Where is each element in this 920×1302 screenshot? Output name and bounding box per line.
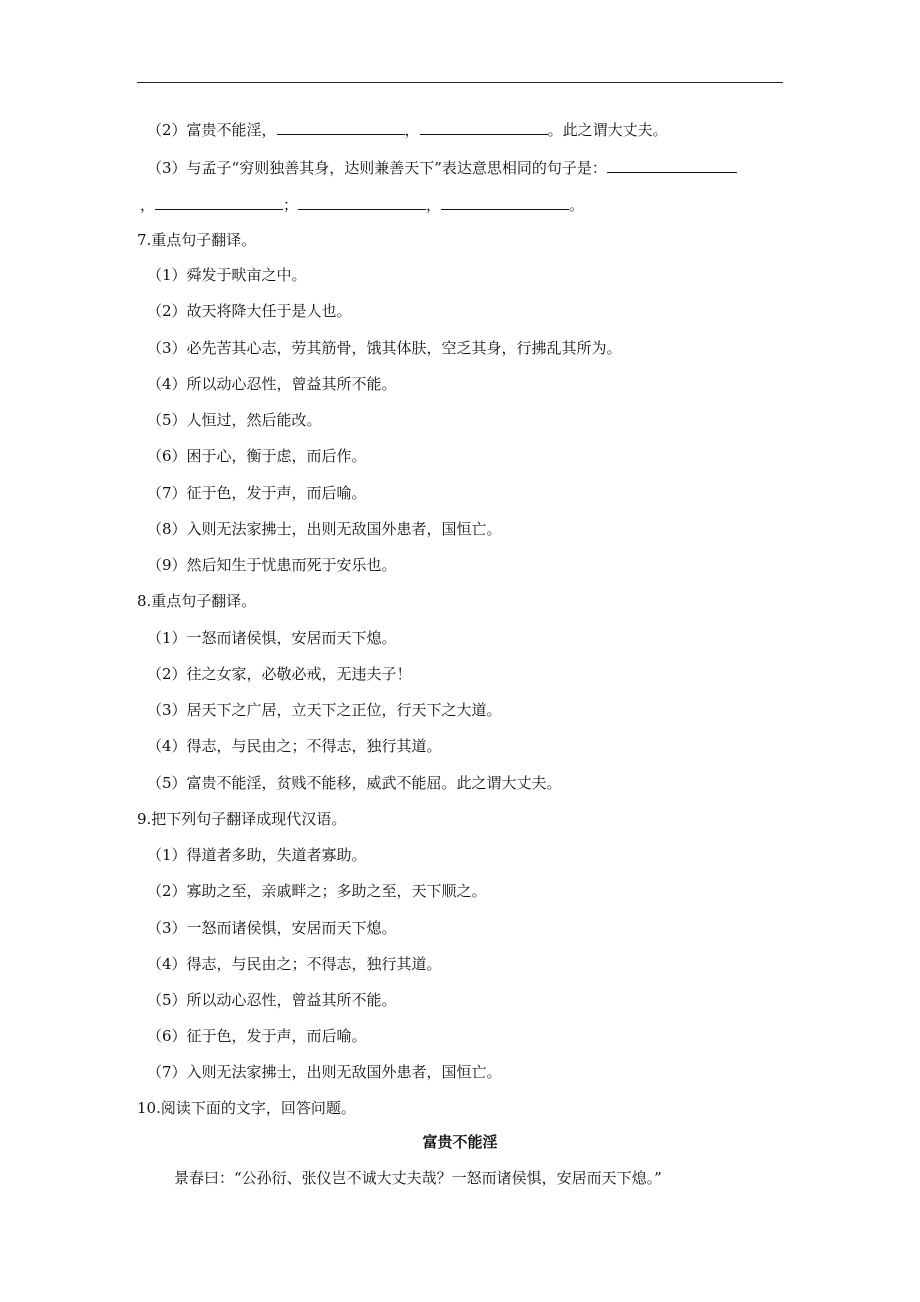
fill-item-2-sep: ， (404, 121, 420, 139)
header-rule (137, 82, 783, 83)
q9-heading: 9.把下列句子翻译成现代汉语。 (137, 810, 347, 828)
q8-item: （2）往之女家，必敬必戒，无违夫子！ (147, 665, 412, 683)
q8-item: （5）富贵不能淫，贫贱不能移，威武不能屈。此之谓大丈夫。 (147, 774, 562, 792)
fill-item-3 (147, 157, 797, 179)
q7-item: （7）征于色，发于声，而后喻。 (147, 484, 367, 502)
blank[interactable] (277, 120, 405, 135)
q9-item: （3）一怒而诸侯惧，安居而天下熄。 (147, 919, 397, 937)
fill-item-2 (147, 119, 797, 141)
q7-item: （6）困于心，衡于虑，而后作。 (147, 447, 367, 465)
q7-item: （5）人恒过，然后能改。 (147, 411, 322, 429)
fill-item-2-suffix: 。此之谓大丈夫。 (547, 121, 668, 139)
q9-item: （7）入则无法家拂士，出则无敌国外患者，国恒亡。 (147, 1063, 502, 1081)
q9-item: （5）所以动心忍性，曾益其所不能。 (147, 991, 397, 1009)
fill-item-3-continued (140, 194, 790, 216)
q8-heading: 8.重点句子翻译。 (137, 592, 257, 610)
q8-item: （3）居天下之广居，立天下之正位，行天下之大道。 (147, 701, 502, 719)
separator: 。 (569, 196, 585, 214)
q9-item: （1）得道者多助，失道者寡助。 (147, 846, 367, 864)
fill-item-2-prefix: （2）富贵不能淫， (147, 121, 277, 139)
separator: ， (426, 196, 442, 214)
blank[interactable] (441, 195, 569, 210)
q8-item: （4）得志，与民由之；不得志，独行其道。 (147, 737, 442, 755)
separator: ， (140, 196, 156, 214)
q7-item: （9）然后知生于忧患而死于安乐也。 (147, 556, 397, 574)
blank[interactable] (607, 158, 737, 173)
q7-heading: 7.重点句子翻译。 (137, 231, 257, 249)
q10-heading: 10.阅读下面的文字，回答问题。 (137, 1099, 356, 1117)
q7-item: （4）所以动心忍性，曾益其所不能。 (147, 375, 397, 393)
fill-item-3-text: （3）与孟子“穷则独善其身，达则兼善天下”表达意思相同的句子是： (147, 159, 607, 177)
q8-item: （1）一怒而诸侯惧，安居而天下熄。 (147, 629, 397, 647)
blank[interactable] (420, 120, 548, 135)
q7-item: （3）必先苦其心志，劳其筋骨，饿其体肤，空乏其身，行拂乱其所为。 (147, 339, 622, 357)
separator: ； (283, 196, 299, 214)
q7-item: （1）舜发于畎亩之中。 (147, 266, 307, 284)
q7-item: （2）故天将降大任于是人也。 (147, 302, 352, 320)
passage-title: 富贵不能淫 (422, 1133, 498, 1151)
q9-item: （6）征于色，发于声，而后喻。 (147, 1027, 367, 1045)
passage-first-line: 景春曰：“公孙衍、张仪岂不诚大丈夫哉？一怒而诸侯惧，安居而天下熄。” (174, 1169, 662, 1187)
blank[interactable] (298, 195, 426, 210)
q9-item: （2）寡助之至，亲戚畔之；多助之至，天下顺之。 (147, 882, 487, 900)
q7-item: （8）入则无法家拂士，出则无敌国外患者，国恒亡。 (147, 520, 502, 538)
blank[interactable] (155, 195, 283, 210)
q9-item: （4）得志，与民由之；不得志，独行其道。 (147, 955, 442, 973)
